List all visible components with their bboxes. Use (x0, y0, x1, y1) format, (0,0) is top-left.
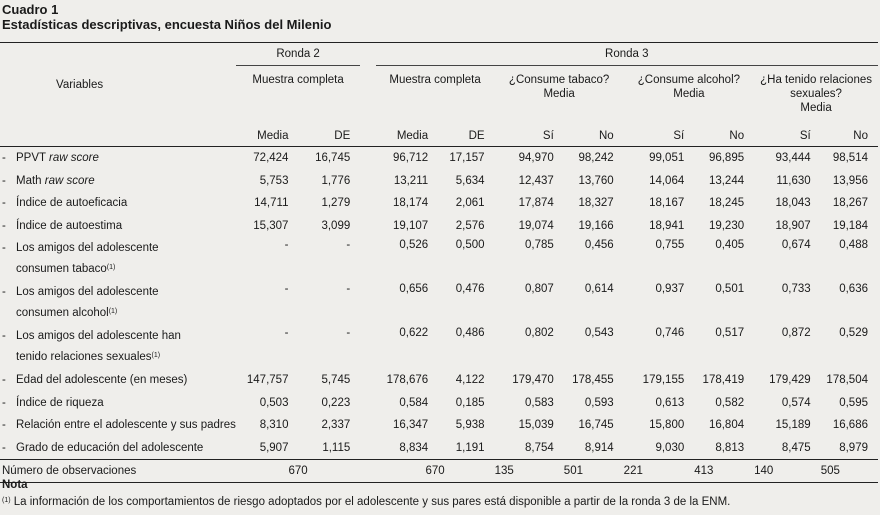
obs-r2: 670 (236, 460, 360, 483)
table-cell: 0,584 (399, 396, 429, 409)
variable-label (0, 147, 236, 170)
table-cell: 0,405 (715, 239, 745, 251)
variable-text: Los amigos del adolescente han (16, 330, 181, 342)
table-cell: 0,486 (455, 327, 485, 339)
table-cell: 0,582 (715, 396, 745, 409)
table-row (0, 192, 878, 215)
table-row (0, 237, 878, 281)
note-footnote-mark: (1) (2, 497, 11, 504)
table-cell: 0,746 (655, 327, 685, 339)
descriptive-stats-table (0, 42, 878, 483)
variable-text: Los amigos del adolescente (16, 286, 159, 298)
sexo-header (754, 66, 878, 127)
table-cell: 5,938 (455, 419, 485, 432)
table-cell: 3,099 (321, 219, 351, 232)
table-cell: 9,030 (655, 441, 685, 454)
table-caption: Estadísticas descriptivas, encuesta Niños del Milenio (2, 17, 332, 32)
table-cell: 13,211 (393, 174, 429, 187)
col-header: DE (298, 126, 360, 147)
col-header: No (694, 126, 754, 147)
table-cell: 1,115 (322, 441, 351, 454)
table-cell: 2,576 (455, 219, 485, 232)
table-cell: 5,753 (259, 174, 289, 187)
table-cell: 17,874 (518, 197, 554, 210)
table-cell: 1,191 (455, 441, 485, 454)
col-header: No (821, 126, 878, 147)
table-row (0, 392, 878, 415)
table-cell: 19,184 (832, 219, 868, 232)
variable-label (0, 215, 236, 238)
table-cell: 16,347 (392, 419, 429, 432)
note-body: La información de los comportamientos de riesgo adoptados por el adolescente y sus pares está disponible a partir de la ronda 3 de la ENM. (10, 496, 731, 508)
tabaco-question: ¿Consume tabaco? (508, 74, 610, 86)
table-cell: 0,583 (525, 396, 554, 409)
row-bullet: - (2, 419, 6, 432)
table-cell: 178,419 (702, 374, 745, 387)
alcohol-media: Media (673, 88, 705, 100)
variable-text: Grado de educación del adolescente (16, 441, 204, 454)
table-cell: 18,174 (392, 197, 429, 210)
table-cell: 0,622 (399, 327, 429, 339)
table-cell: 0,614 (584, 283, 614, 295)
table-cell: 18,267 (832, 197, 868, 210)
table-cell: 16,745 (578, 419, 614, 432)
footnote-mark: (1) (108, 308, 118, 315)
table-cell: 96,712 (392, 152, 429, 165)
table-cell: 8,475 (781, 441, 811, 454)
table-cell: 15,800 (649, 419, 685, 432)
table-cell: 8,834 (399, 441, 429, 454)
table-cell: - (346, 239, 351, 251)
row-bullet: - (2, 219, 6, 232)
col-header: Sí (624, 126, 695, 147)
variable-label (0, 392, 236, 415)
table-cell: 15,307 (253, 219, 289, 232)
table-cell: 147,757 (246, 374, 289, 387)
table-cell: 178,455 (572, 374, 614, 387)
variable-label (0, 414, 236, 437)
table-row (0, 369, 878, 392)
row-bullet: - (2, 286, 6, 298)
table-cell: 0,785 (525, 239, 554, 251)
table-cell: 19,107 (392, 219, 429, 232)
table-cell: 96,895 (708, 152, 745, 165)
table-cell: 12,437 (518, 174, 554, 187)
variable-text-line2: tenido relaciones sexuales (16, 351, 152, 363)
table-cell: 93,444 (775, 152, 811, 165)
table-row (0, 437, 878, 460)
table-cell: 11,630 (776, 174, 811, 187)
table-cell: 0,593 (584, 396, 614, 409)
table-cell: 0,674 (781, 239, 811, 251)
table-cell: 0,733 (781, 283, 811, 295)
obs-sexo-no: 505 (821, 460, 878, 483)
table-cell: 8,979 (839, 441, 868, 454)
variable-italic-text: raw score (44, 174, 95, 187)
table-cell: 8,754 (525, 441, 554, 454)
table-cell: 15,189 (775, 419, 811, 432)
table-cell: 0,185 (455, 396, 485, 409)
sexo-question-2: sexuales? (790, 88, 842, 100)
table-cell: 0,937 (655, 283, 685, 295)
row-bullet: - (2, 152, 6, 165)
table-cell: 18,043 (775, 197, 811, 210)
variable-text: Relación entre el adolescente y sus padres (16, 419, 236, 432)
variables-header: Variables (56, 78, 104, 91)
table-cell: 0,613 (655, 396, 685, 409)
sexo-media: Media (800, 102, 832, 114)
row-bullet: - (2, 396, 6, 409)
table-cell: 19,166 (578, 219, 614, 232)
table-cell: 0,529 (839, 327, 868, 339)
table-cell: 179,470 (512, 374, 554, 387)
table-cell: 18,941 (649, 219, 685, 232)
tabaco-header (495, 66, 624, 127)
row-bullet: - (2, 174, 6, 187)
table-cell: 18,245 (708, 197, 745, 210)
table-cell: 18,167 (649, 197, 685, 210)
table-cell: 0,456 (584, 239, 614, 251)
table-note (2, 477, 730, 511)
variable-text: Los amigos del adolescente (16, 242, 159, 254)
table-cell: 179,429 (769, 374, 811, 387)
variable-text-line2: consumen alcohol (16, 307, 109, 319)
table-cell: 99,051 (649, 152, 685, 165)
tabaco-media: Media (543, 88, 575, 100)
table-cell: 18,907 (775, 219, 811, 232)
table-cell: 19,074 (518, 219, 554, 232)
row-bullet: - (2, 441, 6, 454)
variable-text: Índice de autoeficacia (16, 197, 128, 210)
table-cell: 0,755 (655, 239, 685, 251)
table-cell: 0,807 (525, 283, 554, 295)
obs-tabaco-no: 501 (564, 460, 624, 483)
table-cell: - (284, 239, 289, 251)
obs-alcohol-si: 221 (624, 460, 695, 483)
table-cell: 0,636 (839, 283, 868, 295)
table-cell: 4,122 (455, 374, 485, 387)
col-header: No (564, 126, 624, 147)
table-cell: 0,488 (839, 239, 868, 251)
table-cell: 0,595 (839, 396, 868, 409)
table-cell: 8,914 (584, 441, 614, 454)
table-cell: 98,242 (578, 152, 614, 165)
table-cell: 16,745 (315, 152, 351, 165)
ronda-2-header: Ronda 2 (236, 43, 360, 66)
variable-label (0, 369, 236, 392)
table-cell: 2,061 (455, 197, 485, 210)
table-title (2, 2, 331, 32)
table-cell: 0,872 (781, 327, 811, 339)
variable-label (0, 281, 236, 325)
table-cell: 0,500 (455, 239, 485, 251)
table-cell: - (346, 283, 351, 295)
table-row (0, 170, 878, 193)
variable-label (0, 325, 236, 369)
row-bullet: - (2, 242, 6, 254)
obs-r3: 670 (376, 460, 495, 483)
col-header: Media (236, 126, 299, 147)
table-cell: 0,802 (525, 327, 554, 339)
table-cell: 16,804 (708, 419, 745, 432)
table-number: Cuadro 1 (2, 2, 59, 17)
col-header: Media (376, 126, 439, 147)
table-cell: 0,543 (584, 327, 614, 339)
footnote-mark: (1) (151, 352, 161, 359)
table-cell: 13,956 (832, 174, 868, 187)
table-cell: 18,327 (578, 197, 614, 210)
col-header: DE (438, 126, 494, 147)
table-cell: 0,501 (715, 283, 745, 295)
note-text (2, 496, 730, 508)
table-cell: - (284, 327, 289, 339)
table-row (0, 325, 878, 369)
r2-muestra-header: Muestra completa (252, 74, 344, 86)
variable-label (0, 237, 236, 281)
col-header: Sí (754, 126, 821, 147)
table-cell: 179,155 (642, 374, 685, 387)
obs-sexo-si: 140 (754, 460, 821, 483)
table-cell: 1,279 (321, 197, 351, 210)
col-header: Sí (495, 126, 564, 147)
row-bullet: - (2, 330, 6, 342)
table-row (0, 414, 878, 437)
table-cell: 178,504 (826, 374, 868, 387)
alcohol-question: ¿Consume alcohol? (637, 74, 741, 86)
table-cell: 72,424 (253, 152, 289, 165)
variable-text: Índice de autoestima (16, 219, 123, 232)
table-cell: 5,907 (259, 441, 289, 454)
table-row (0, 281, 878, 325)
ronda-3-header: Ronda 3 (376, 43, 878, 66)
obs-alcohol-no: 413 (694, 460, 754, 483)
table-cell: 0,574 (781, 396, 811, 409)
table-cell: 0,517 (715, 327, 745, 339)
table-cell: - (284, 283, 289, 295)
note-title: Nota (2, 479, 28, 491)
table-row (0, 147, 878, 170)
variable-label (0, 170, 236, 193)
table-cell: 5,745 (321, 374, 351, 387)
table-cell: 13,244 (708, 174, 745, 187)
table-cell: 0,503 (259, 396, 289, 409)
variable-text-line2: consumen tabaco (16, 263, 107, 275)
footnote-mark: (1) (106, 264, 116, 271)
table-cell: 14,064 (649, 174, 685, 187)
table-cell: 1,776 (321, 174, 351, 187)
r3-muestra-header: Muestra completa (389, 74, 481, 86)
table-cell: 16,686 (832, 419, 868, 432)
table-cell: 8,813 (715, 441, 745, 454)
table-cell: 17,157 (449, 152, 485, 165)
variable-text: Math (16, 174, 45, 187)
table-cell: 94,970 (518, 152, 554, 165)
alcohol-header (624, 66, 754, 127)
table-cell: 8,310 (259, 419, 289, 432)
variable-label (0, 437, 236, 460)
table-cell: 15,039 (518, 419, 554, 432)
table-cell: 178,676 (386, 374, 429, 387)
variable-italic-text: raw score (49, 152, 99, 165)
row-bullet: - (2, 374, 6, 387)
variable-label (0, 192, 236, 215)
table-cell: 14,711 (254, 197, 289, 210)
variable-text: Índice de riqueza (16, 396, 104, 409)
table-cell: 0,476 (455, 283, 485, 295)
table-cell: 2,337 (321, 419, 351, 432)
table-cell: 13,760 (578, 174, 614, 187)
table-cell: - (346, 327, 351, 339)
variable-text: PPVT (16, 152, 50, 165)
obs-tabaco-si: 135 (495, 460, 564, 483)
observations-label: Número de observaciones (0, 460, 236, 483)
sexo-question-1: ¿Ha tenido relaciones (760, 74, 872, 86)
table-cell: 0,526 (399, 239, 429, 251)
table-cell: 5,634 (455, 174, 485, 187)
table-cell: 98,514 (832, 152, 868, 165)
table-cell: 0,656 (399, 283, 429, 295)
table-cell: 0,223 (321, 396, 351, 409)
table-cell: 19,230 (708, 219, 745, 232)
variable-text: Edad del adolescente (en meses) (16, 374, 188, 387)
row-bullet: - (2, 197, 6, 210)
table-row (0, 215, 878, 238)
